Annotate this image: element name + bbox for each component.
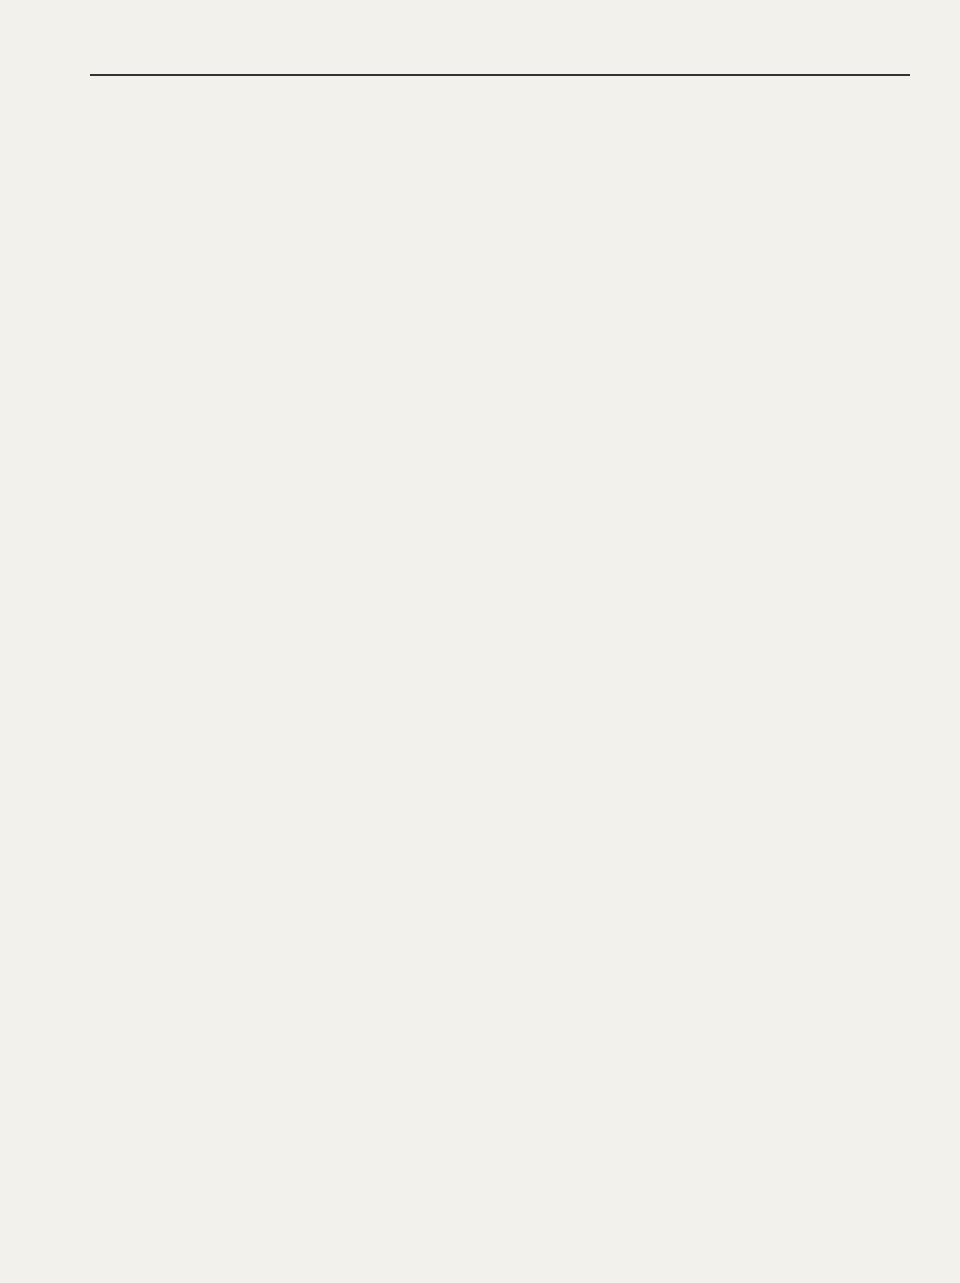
title-rule [90,74,910,76]
